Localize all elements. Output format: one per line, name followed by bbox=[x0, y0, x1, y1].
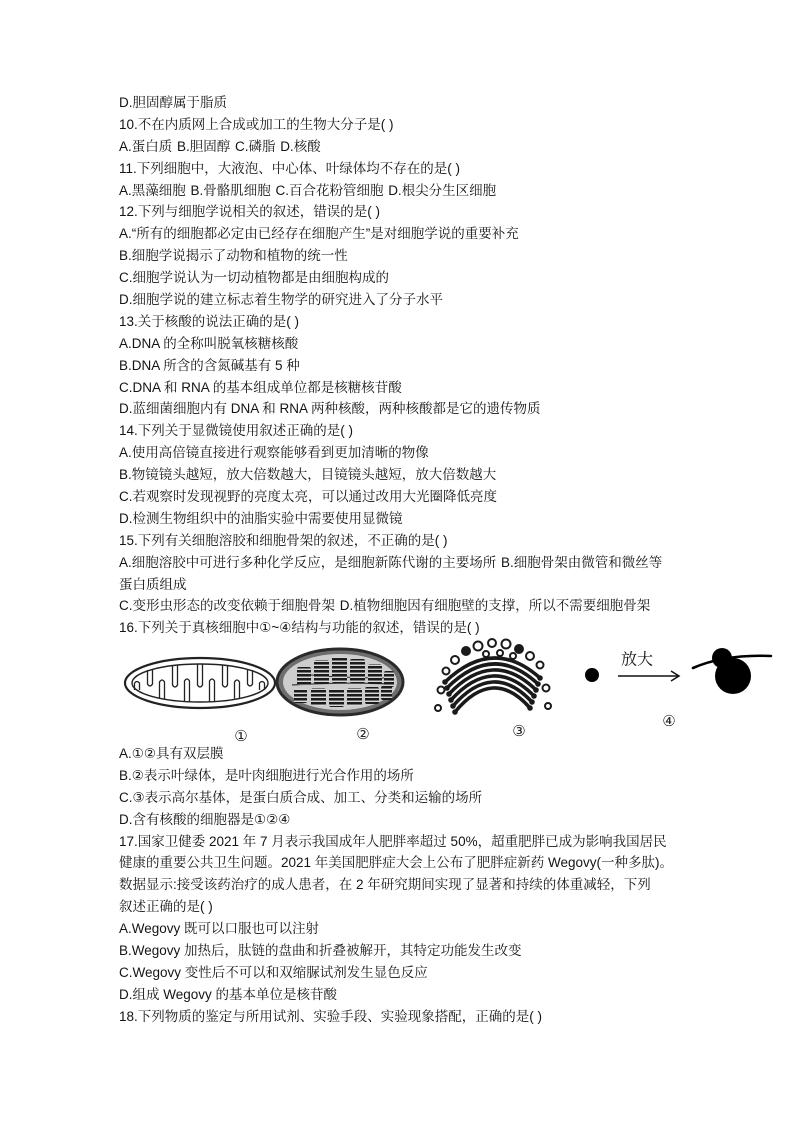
q15-options-cd bbox=[119, 595, 759, 617]
q15-option-d: D.植物细胞因有细胞壁的支撑，所以不需要细胞骨架 bbox=[339, 598, 651, 614]
q16-stem: 16.下列关于真核细胞中①~④结构与功能的叙述，错误的是( ) bbox=[119, 620, 480, 636]
q10-option-c: C.磷脂 bbox=[234, 138, 276, 154]
small-structure-dot bbox=[585, 668, 599, 682]
q12-stem: 12.下列与细胞学说相关的叙述，错误的是( ) bbox=[119, 204, 381, 220]
q17-stem-line-1: 17.国家卫健委 2021 年 7 月表示我国成年人肥胖率超过 50%，超重肥胖已成为影响我国居民 bbox=[119, 833, 667, 849]
magnify-label: 放大 bbox=[620, 649, 654, 669]
q10-options bbox=[119, 136, 759, 158]
q17-stem-line-3: 数据显示:接受该药治疗的成人患者，在 2 年研究期间实现了显著和持续的体重减轻，下列 bbox=[119, 877, 651, 893]
q18-stem: 18.下列物质的鉴定与所用试剂、实验手段、实验现象搭配，正确的是( ) bbox=[119, 1008, 543, 1024]
q14-stem: 14.下列关于显微镜使用叙述正确的是( ) bbox=[119, 423, 354, 439]
questions-upper-block bbox=[119, 92, 759, 639]
q11-option-b: B.骨骼肌细胞 bbox=[190, 182, 271, 198]
mitochondrion-figure bbox=[125, 658, 275, 708]
q14-option-d: D.检测生物组织中的油脂实验中需要使用显微镜 bbox=[119, 510, 403, 526]
figure-label-3: ③ bbox=[512, 722, 526, 740]
q16-figure bbox=[0, 638, 794, 748]
q16-option-b: B.②表示叶绿体，是叶肉细胞进行光合作用的场所 bbox=[119, 767, 414, 783]
q13-stem: 13.关于核酸的说法正确的是( ) bbox=[119, 313, 300, 329]
q15-option-b-part1: B.细胞骨架由微管和微丝等 bbox=[500, 554, 663, 570]
q10-option-d: D.核酸 bbox=[280, 138, 321, 154]
q17-option-b: B.Wegovy 加热后，肽链的盘曲和折叠被解开，其特定功能发生改变 bbox=[119, 943, 522, 959]
q16-option-c: C.③表示高尔基体，是蛋白质合成、加工、分类和运输的场所 bbox=[119, 789, 483, 805]
q17-option-c: C.Wegovy 变性后不可以和双缩脲试剂发生显色反应 bbox=[119, 964, 428, 980]
q10-option-b: B.胆固醇 bbox=[176, 138, 231, 154]
enlarged-structure-figure bbox=[693, 648, 771, 694]
q13-option-c: C.DNA 和 RNA 的基本组成单位都是核糖核苷酸 bbox=[119, 379, 402, 395]
q17-stem-line-2: 健康的重要公共卫生问题。2021 年美国肥胖症大会上公布了肥胖症新药 Wegovy(一种多肽)。 bbox=[119, 855, 674, 871]
q11-stem: 11.下列细胞中，大液泡、中心体、叶绿体均不存在的是( ) bbox=[119, 160, 461, 176]
figure-label-1: ① bbox=[234, 727, 248, 745]
q11-option-c: C.百合花粉管细胞 bbox=[275, 182, 384, 198]
q14-option-b: B.物镜镜头越短，放大倍数越大，目镜镜头越短，放大倍数越大 bbox=[119, 467, 497, 483]
questions-lower-block bbox=[119, 743, 759, 1028]
q13-option-d: D.蓝细菌细胞内有 DNA 和 RNA 两种核酸，两种核酸都是它的遗传物质 bbox=[119, 401, 541, 417]
q11-option-d: D.根尖分生区细胞 bbox=[388, 182, 497, 198]
figure-label-2: ② bbox=[356, 725, 370, 743]
q15-option-c: C.变形虫形态的改变依赖于细胞骨架 bbox=[119, 598, 335, 614]
q15-stem: 15.下列有关细胞溶胶和细胞骨架的叙述，不正确的是( ) bbox=[119, 532, 448, 548]
q14-option-c: C.若观察时发现视野的亮度太亮，可以通过改用大光圈降低亮度 bbox=[119, 489, 497, 505]
q17-stem-line-4: 叙述正确的是( ) bbox=[119, 899, 213, 915]
golgi-apparatus-figure bbox=[435, 639, 551, 715]
q13-option-a: A.DNA 的全称叫脱氧核糖核酸 bbox=[119, 335, 299, 351]
q15-options-ab bbox=[119, 552, 759, 574]
q12-option-c: C.细胞学说认为一切动植物都是由细胞构成的 bbox=[119, 270, 389, 286]
q10-stem: 10.不在内质网上合成或加工的生物大分子是( ) bbox=[119, 116, 394, 132]
q9-option-d: D.胆固醇属于脂质 bbox=[119, 95, 227, 110]
figure-label-4: ④ bbox=[662, 712, 676, 730]
q12-option-a: A.“所有的细胞都必定由已经存在细胞产生”是对细胞学说的重要补充 bbox=[119, 226, 519, 242]
q17-option-d: D.组成 Wegovy 的基本单位是核苷酸 bbox=[119, 986, 338, 1002]
q17-option-a: A.Wegovy 既可以口服也可以注射 bbox=[119, 921, 320, 937]
q16-option-d: D.含有核酸的细胞器是①②④ bbox=[119, 811, 291, 827]
q16-option-a: A.①②具有双层膜 bbox=[119, 746, 224, 761]
q15-option-b-part2: 蛋白质组成 bbox=[119, 576, 187, 592]
q12-option-d: D.细胞学说的建立标志着生物学的研究进入了分子水平 bbox=[119, 292, 443, 308]
chloroplast-figure bbox=[277, 649, 403, 715]
q14-option-a: A.使用高倍镜直接进行观察能够看到更加清晰的物像 bbox=[119, 445, 429, 461]
q11-option-a: A.黑藻细胞 bbox=[119, 182, 186, 198]
magnify-arrow-icon bbox=[618, 671, 679, 681]
q11-options bbox=[119, 180, 759, 202]
q12-option-b: B.细胞学说揭示了动物和植物的统一性 bbox=[119, 248, 348, 264]
q13-option-b: B.DNA 所含的含氮碱基有 5 种 bbox=[119, 357, 300, 373]
q10-option-a: A.蛋白质 bbox=[119, 138, 173, 154]
q15-option-a: A.细胞溶胶中可进行多种化学反应，是细胞新陈代谢的主要场所 bbox=[119, 554, 497, 570]
